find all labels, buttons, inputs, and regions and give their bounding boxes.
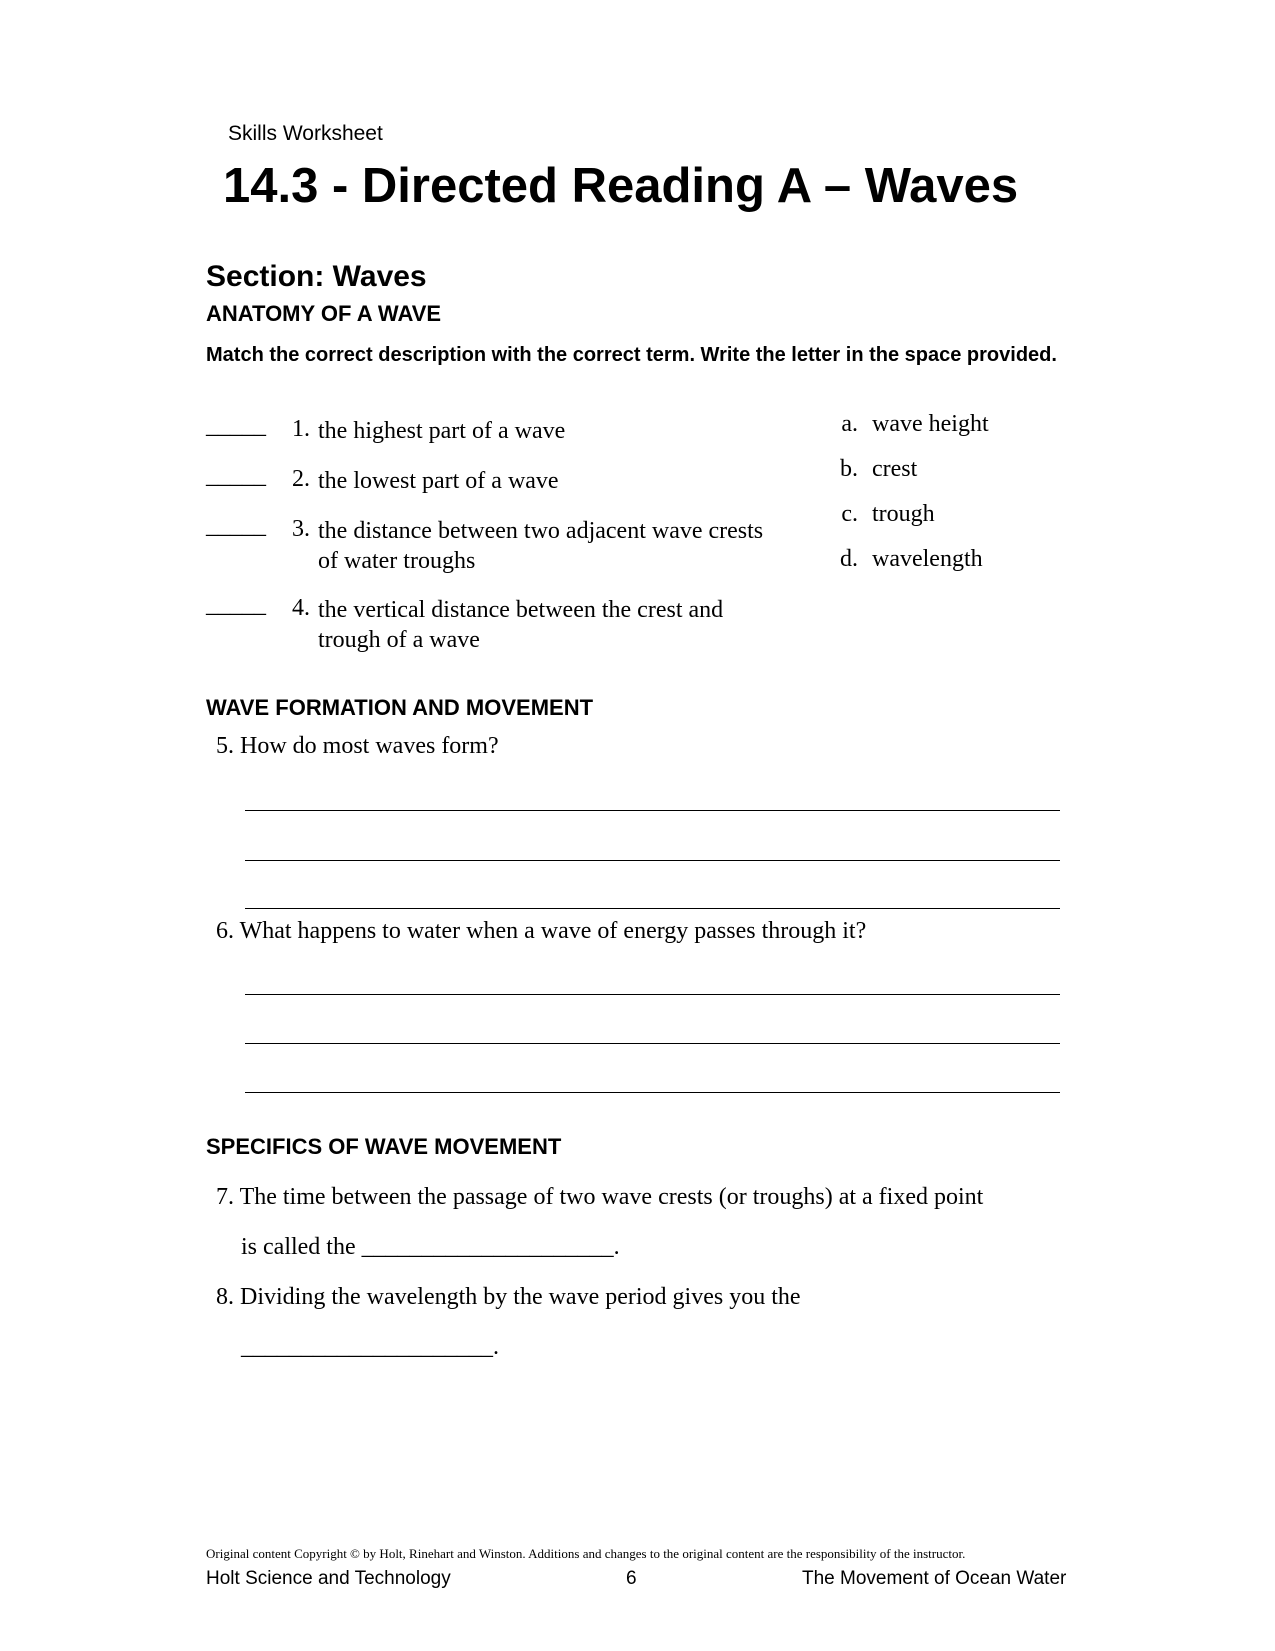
option-text: wave height [872, 411, 989, 437]
option-letter: c. [841, 501, 858, 527]
specifics-heading: SPECIFICS OF WAVE MOVEMENT [206, 1134, 562, 1159]
anatomy-heading: ANATOMY OF A WAVE [206, 301, 442, 326]
question-7: 7. The time between the passage of two wave crests (or troughs) at a fixed point [216, 1184, 984, 1210]
answer-line[interactable] [245, 1043, 1060, 1044]
copyright-note: Original content Copyright © by Holt, Rinehart and Winston. Additions and changes to the original content are the responsibility of the instructor. [206, 1546, 966, 1561]
item-text: the distance between two adjacent wave crests of water troughs [318, 518, 764, 574]
answer-line[interactable] [245, 1092, 1060, 1093]
option-text: trough [872, 501, 935, 527]
footer-left: Holt Science and Technology [206, 1568, 451, 1589]
item-number: 1. [292, 416, 310, 442]
answer-line[interactable] [245, 994, 1060, 995]
item-number: 3. [292, 516, 310, 542]
answer-blank[interactable]: _____ [206, 592, 266, 618]
answer-blank[interactable]: _____ [206, 463, 266, 489]
section-title: Section: Waves [206, 260, 427, 293]
option-letter: b. [840, 456, 858, 482]
page-title: 14.3 - Directed Reading A – Waves [223, 159, 1019, 213]
question-8-blank-line[interactable]: _____________________. [241, 1334, 499, 1360]
option-letter: a. [841, 411, 858, 437]
answer-blank[interactable]: _____ [206, 513, 266, 539]
answer-line[interactable] [245, 908, 1060, 909]
question-7-blank-line[interactable]: is called the _____________________. [241, 1234, 620, 1260]
item-text: the highest part of a wave [318, 418, 566, 444]
answer-line[interactable] [245, 860, 1060, 861]
formation-heading: WAVE FORMATION AND MOVEMENT [206, 695, 594, 720]
option-text: crest [872, 456, 918, 482]
option-text: wavelength [872, 546, 983, 572]
question-6: 6. What happens to water when a wave of energy passes through it? [216, 918, 867, 944]
item-text: the vertical distance between the crest and trough of a wave [318, 597, 724, 653]
answer-line[interactable] [245, 810, 1060, 811]
item-number: 2. [292, 466, 310, 492]
worksheet-label: Skills Worksheet [228, 122, 383, 145]
item-text: the lowest part of a wave [318, 468, 559, 494]
question-8: 8. Dividing the wavelength by the wave period gives you the [216, 1284, 801, 1310]
option-letter: d. [840, 546, 858, 572]
footer-right: The Movement of Ocean Water [802, 1568, 1067, 1589]
instructions: Match the correct description with the correct term. Write the letter in the space provided. [206, 344, 1057, 366]
page-number: 6 [626, 1568, 637, 1589]
answer-blank[interactable]: _____ [206, 413, 266, 439]
question-5: 5. How do most waves form? [216, 733, 499, 759]
item-number: 4. [292, 595, 310, 621]
